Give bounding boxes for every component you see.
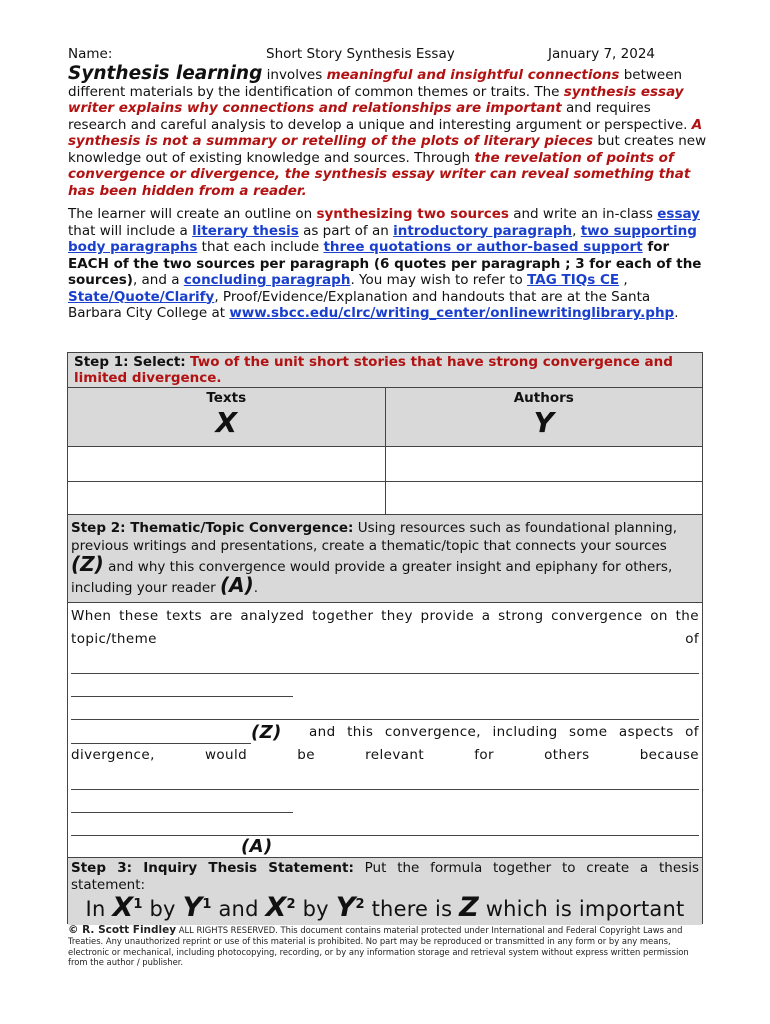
body-word: the bbox=[675, 608, 699, 624]
step3-header bbox=[71, 860, 699, 894]
text-cell-1[interactable] bbox=[68, 447, 386, 482]
intro-run: , bbox=[619, 272, 628, 288]
f-y1: Y bbox=[182, 892, 203, 923]
z-mark: (Z) bbox=[251, 722, 282, 743]
blank-line-3[interactable] bbox=[71, 697, 699, 720]
intro-run: , Proof/Evidence/Explanation and handouts that are at the Santa Barbara City College at bbox=[68, 288, 651, 321]
body-word: together bbox=[312, 608, 374, 624]
copyright-holder: © R. Scott Findley bbox=[68, 924, 177, 936]
body-line-2 bbox=[71, 628, 699, 651]
sup-2: 1 bbox=[202, 897, 212, 912]
author-cell-1[interactable] bbox=[385, 447, 703, 482]
period: . bbox=[253, 580, 259, 596]
f-and: and bbox=[218, 897, 259, 921]
f-by2: by bbox=[302, 897, 329, 921]
intro-run: The learner will create an outline on bbox=[68, 206, 317, 222]
intro-link[interactable]: literary thesis bbox=[192, 222, 299, 239]
text-cell-2[interactable] bbox=[68, 482, 386, 517]
intro-link[interactable]: concluding paragraph bbox=[183, 272, 351, 288]
body-word: divergence, bbox=[71, 747, 155, 763]
body-word: of bbox=[685, 724, 699, 740]
body-word: these bbox=[119, 608, 159, 624]
step2-instruction: Using resources such as foundational planning, previous writings and presentations, create a thematic/topic that connects your sources bbox=[71, 520, 678, 554]
intro-run: involves bbox=[262, 67, 327, 83]
var-a: (A) bbox=[219, 573, 254, 597]
body-word: provide bbox=[420, 608, 475, 624]
intro-run: Synthesis learning bbox=[68, 63, 263, 84]
var-x: X bbox=[215, 406, 238, 439]
body-word: would bbox=[204, 747, 248, 763]
sup-3: 2 bbox=[286, 897, 296, 912]
body-word: relevant bbox=[365, 747, 425, 763]
intro-run: . You may wish to refer to bbox=[350, 272, 528, 288]
of-label: of bbox=[685, 631, 699, 647]
step1-header bbox=[68, 353, 703, 388]
sup-4: 2 bbox=[355, 897, 365, 912]
intro-run: but creates new knowledge out of existing knowledge and sources. Through bbox=[68, 133, 707, 166]
z-blank[interactable] bbox=[71, 725, 251, 744]
intro-run: and write an in-class bbox=[508, 206, 658, 222]
body-word: others bbox=[544, 747, 590, 763]
intro-run: as part of an bbox=[298, 222, 394, 239]
intro-run: for EACH of the two sources per paragraph (6 quotes per paragraph ; 3 for each of the sources) bbox=[68, 239, 702, 288]
texts-label: Texts bbox=[206, 390, 247, 406]
intro-text bbox=[68, 63, 708, 322]
intro-link[interactable]: three quotations or author-based support bbox=[323, 239, 643, 255]
blank-line-5[interactable] bbox=[71, 790, 293, 813]
body-word: including bbox=[492, 724, 558, 740]
body-word: because bbox=[639, 747, 699, 763]
var-z: (Z) bbox=[71, 552, 104, 576]
step1-table bbox=[67, 352, 703, 517]
intro-link[interactable]: State/Quote/Clarify bbox=[68, 288, 215, 305]
intro-run: that will include a bbox=[68, 222, 193, 239]
intro-run: that each include bbox=[197, 239, 324, 255]
intro-paragraph-1 bbox=[68, 63, 708, 199]
intro-run: and requires research and careful analysis to develop a unique and interesting argument or perspective. bbox=[68, 100, 692, 133]
intro-run: synthesizing two sources bbox=[316, 206, 509, 222]
intro-run: . bbox=[674, 305, 679, 321]
intro-paragraph-2 bbox=[68, 206, 708, 322]
body-word: analyzed bbox=[240, 608, 305, 624]
topic-theme-label: topic/theme bbox=[71, 631, 157, 647]
thesis-formula bbox=[71, 892, 699, 923]
body-word: some bbox=[569, 724, 608, 740]
f-end: which is important bbox=[485, 897, 685, 921]
copyright-notice: ALL RIGHTS RESERVED. This document contains material protected under International and Federal Copyright Laws and Treaties. Any unauthorized reprint or use of this material is prohibited. No part may be reproduced or transmitted in any form or by any means, electronic or mechanical, including photocopying, recording, or by any information storage and retrieval system without express written permission from the author / publisher. bbox=[68, 925, 689, 968]
blank-line-1[interactable] bbox=[71, 651, 699, 674]
a-blank[interactable] bbox=[71, 839, 237, 858]
body-line-4 bbox=[71, 744, 699, 767]
blank-line-6[interactable] bbox=[71, 813, 699, 836]
document-title: Short Story Synthesis Essay bbox=[266, 46, 455, 62]
f-z: Z bbox=[459, 892, 479, 923]
intro-link[interactable]: two supporting body paragraphs bbox=[68, 222, 697, 255]
z-line bbox=[71, 720, 699, 744]
intro-link[interactable]: www.sbcc.edu/clrc/writing_center/onlinewritinglibrary.php bbox=[229, 305, 675, 321]
f-in: In bbox=[85, 897, 106, 921]
a-line bbox=[71, 836, 699, 858]
f-y2: Y bbox=[335, 892, 356, 923]
texts-column-header bbox=[68, 388, 386, 447]
intro-run: meaningful and insightful connections bbox=[326, 67, 620, 83]
intro-link[interactable]: essay bbox=[657, 206, 700, 222]
body-word: and bbox=[309, 724, 336, 740]
step3-section bbox=[68, 857, 702, 925]
document-date: January 7, 2024 bbox=[548, 46, 655, 62]
page-header bbox=[68, 46, 700, 64]
body-word: convergence, bbox=[384, 724, 481, 740]
intro-link[interactable]: TAG TIQs CE bbox=[527, 272, 620, 288]
author-cell-2[interactable] bbox=[385, 482, 703, 517]
f-there: there is bbox=[371, 897, 453, 921]
step3-label: Step 3: Inquiry Thesis Statement: bbox=[71, 860, 354, 876]
step2-header bbox=[68, 515, 702, 603]
body-word: this bbox=[347, 724, 374, 740]
body-word: aspects bbox=[618, 724, 674, 740]
body-word: texts bbox=[166, 608, 202, 624]
copyright-footer bbox=[68, 925, 702, 968]
authors-label: Authors bbox=[513, 390, 574, 406]
var-y: Y bbox=[533, 406, 554, 439]
body-word: convergence bbox=[551, 608, 643, 624]
step2-body bbox=[68, 603, 702, 857]
f-by1: by bbox=[149, 897, 176, 921]
name-label: Name: bbox=[68, 46, 113, 62]
authors-column-header bbox=[385, 388, 703, 447]
body-line-1 bbox=[71, 605, 699, 628]
intro-run: , bbox=[572, 222, 581, 239]
f-x1: X bbox=[112, 892, 134, 923]
intro-link[interactable]: introductory paragraph bbox=[393, 222, 573, 239]
step1-instruction: Two of the unit short stories that have strong convergence and limited divergence. bbox=[74, 354, 673, 386]
z-line-words bbox=[309, 721, 699, 744]
intro-run: A synthesis is not a summary or retelling of the plots of literary pieces bbox=[68, 116, 703, 149]
intro-run: synthesis essay writer explains why connections and relationships are important bbox=[68, 83, 684, 116]
body-word: strong bbox=[498, 608, 544, 624]
step3-instruction: Put the formula together to create a thesis statement: bbox=[71, 860, 699, 893]
body-word: for bbox=[474, 747, 494, 763]
body-word: When bbox=[71, 608, 112, 624]
sup-1: 1 bbox=[133, 897, 143, 912]
step2-label: Step 2: Thematic/Topic Convergence: bbox=[71, 520, 354, 536]
blank-line-2[interactable] bbox=[71, 674, 293, 697]
f-x2: X bbox=[265, 892, 287, 923]
blank-line-4[interactable] bbox=[71, 767, 699, 790]
body-word: a bbox=[481, 608, 491, 624]
body-word: are bbox=[209, 608, 233, 624]
a-mark: (A) bbox=[241, 836, 273, 857]
body-word: they bbox=[381, 608, 413, 624]
intro-run: the revelation of points of convergence or divergence, the synthesis essay writer can reveal something that has been hidden from a reader. bbox=[68, 149, 691, 199]
body-word: on bbox=[650, 608, 668, 624]
step2-instruction-2: and why this convergence would provide a greater insight and epiphany for others, including your reader bbox=[71, 559, 673, 596]
step2-step3-box bbox=[67, 514, 703, 924]
step1-label: Step 1: Select: bbox=[74, 354, 186, 370]
body-word: be bbox=[297, 747, 315, 763]
intro-run: , and a bbox=[132, 272, 184, 288]
intro-run: between different materials by the identification of common themes or traits. The bbox=[68, 67, 683, 100]
